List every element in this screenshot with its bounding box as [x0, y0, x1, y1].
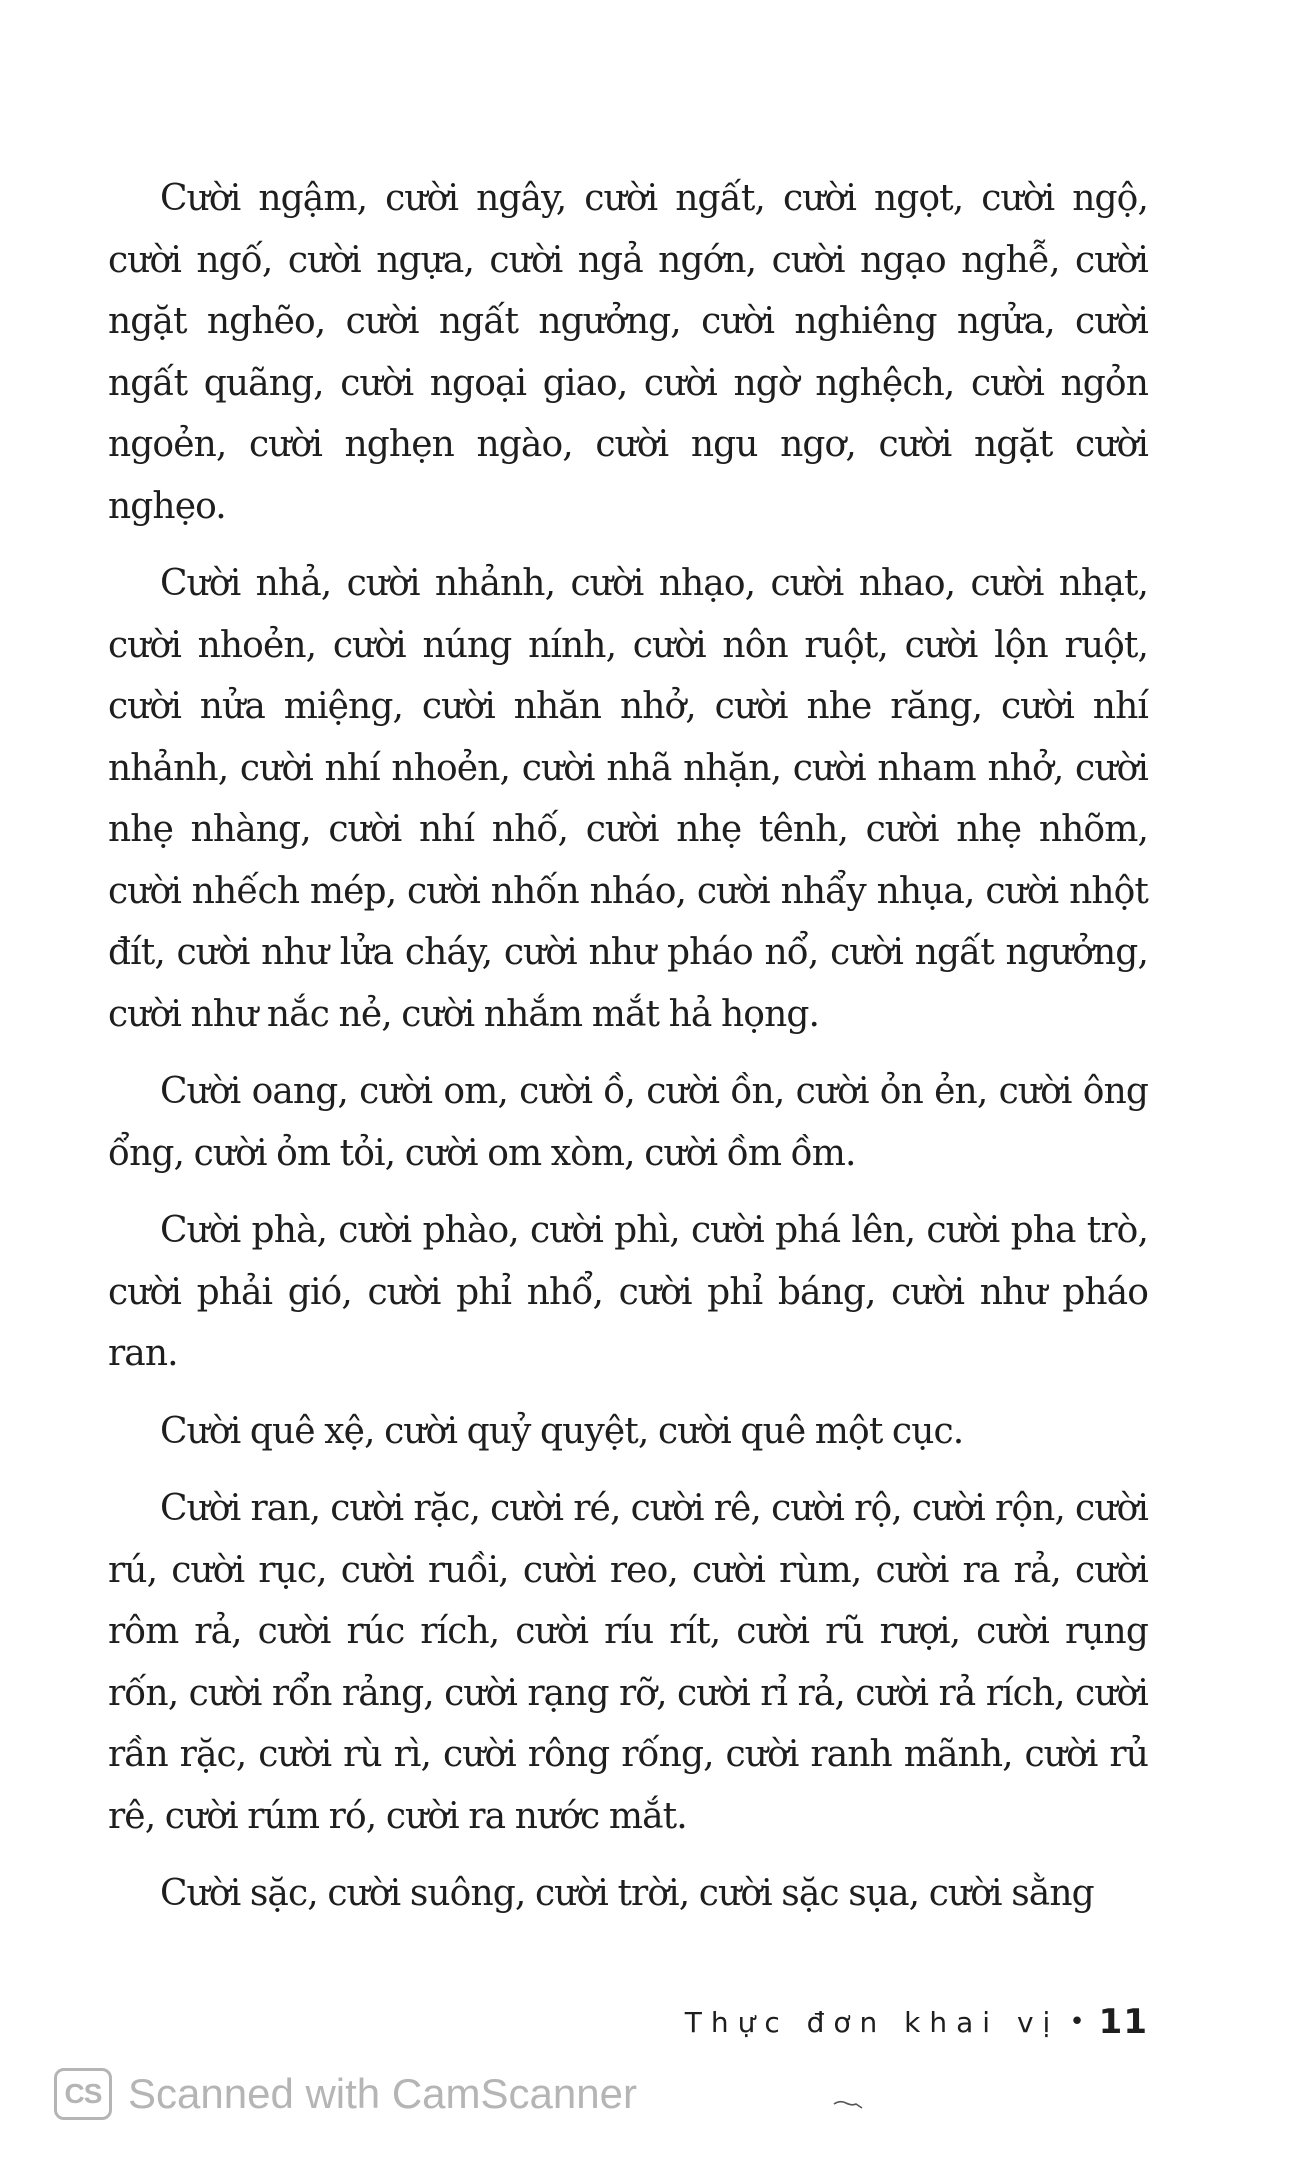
- camscanner-logo-icon: CS: [54, 2068, 112, 2120]
- body-text: [108, 168, 1148, 1941]
- paragraph-r: Cười ran, cười rặc, cười ré, cười rê, cười rộ, cười rộn, cười rú, cười rục, cười ruồi, cười reo, cười rùm, cười ra rả, cười rôm rả, cười rúc rích, cười ríu rít, cười rũ rượi, cười rụng rốn, cười rổn rảng, cười rạng rỡ, cười rỉ rả, cười rả rích, cười rần rặc, cười rù rì, cười rông rống, cười ranh mãnh, cười rủ rê, cười rúm ró, cười ra nước mắt.: [108, 1488, 1148, 1837]
- paragraph-s: Cười sặc, cười suông, cười trời, cười sặc sụa, cười sằng: [160, 1873, 1094, 1914]
- paragraph-p: Cười phà, cười phào, cười phì, cười phá lên, cười pha trò, cười phải gió, cười phỉ nhổ, cười phỉ báng, cười như pháo ran.: [108, 1210, 1148, 1374]
- paragraph-nh: Cười nhả, cười nhảnh, cười nhạo, cười nhao, cười nhạt, cười nhoẻn, cười núng nính, cười nôn ruột, cười lộn ruột, cười nửa miệng, cười nhăn nhở, cười nhe răng, cười nhí nhảnh, cười nhí nhoẻn, cười nhã nhặn, cười nham nhở, cười nhẹ nhàng, cười nhí nhố, cười nhẹ tênh, cười nhẹ nhõm, cười nhếch mép, cười nhốn nháo, cười nhẩy nhụa, cười nhột đít, cười như lửa cháy, cười như pháo nổ, cười ngất ngưởng, cười như nắc nẻ, cười nhắm mắt hả họng.: [108, 563, 1148, 1035]
- scan-smudge-icon: [832, 2096, 866, 2110]
- paragraph-o: Cười oang, cười om, cười ồ, cười ồn, cười ỏn ẻn, cười ông ổng, cười ỏm tỏi, cười om xòm, cười ồm ồm.: [108, 1071, 1148, 1174]
- page-number: 11: [1098, 2002, 1148, 2042]
- camscanner-watermark: [54, 2068, 637, 2120]
- bullet-separator: •: [1069, 2007, 1085, 2037]
- paragraph-q: Cười quê xệ, cười quỷ quyệt, cười quê một cục.: [160, 1410, 964, 1452]
- running-title: Thực đơn khai vị: [684, 2005, 1060, 2039]
- watermark-text: Scanned with CamScanner: [128, 2070, 637, 2117]
- page-footer: [685, 2000, 1148, 2044]
- paragraph-ng: Cười ngậm, cười ngây, cười ngất, cười ngọt, cười ngộ, cười ngố, cười ngựa, cười ngả ngớn, cười ngạo nghễ, cười ngặt nghẽo, cười ngất ngưởng, cười nghiêng ngửa, cười ngất quãng, cười ngoại giao, cười ngờ nghệch, cười ngỏn ngoẻn, cười nghẹn ngào, cười ngu ngơ, cười ngặt cười nghẹo.: [108, 178, 1148, 527]
